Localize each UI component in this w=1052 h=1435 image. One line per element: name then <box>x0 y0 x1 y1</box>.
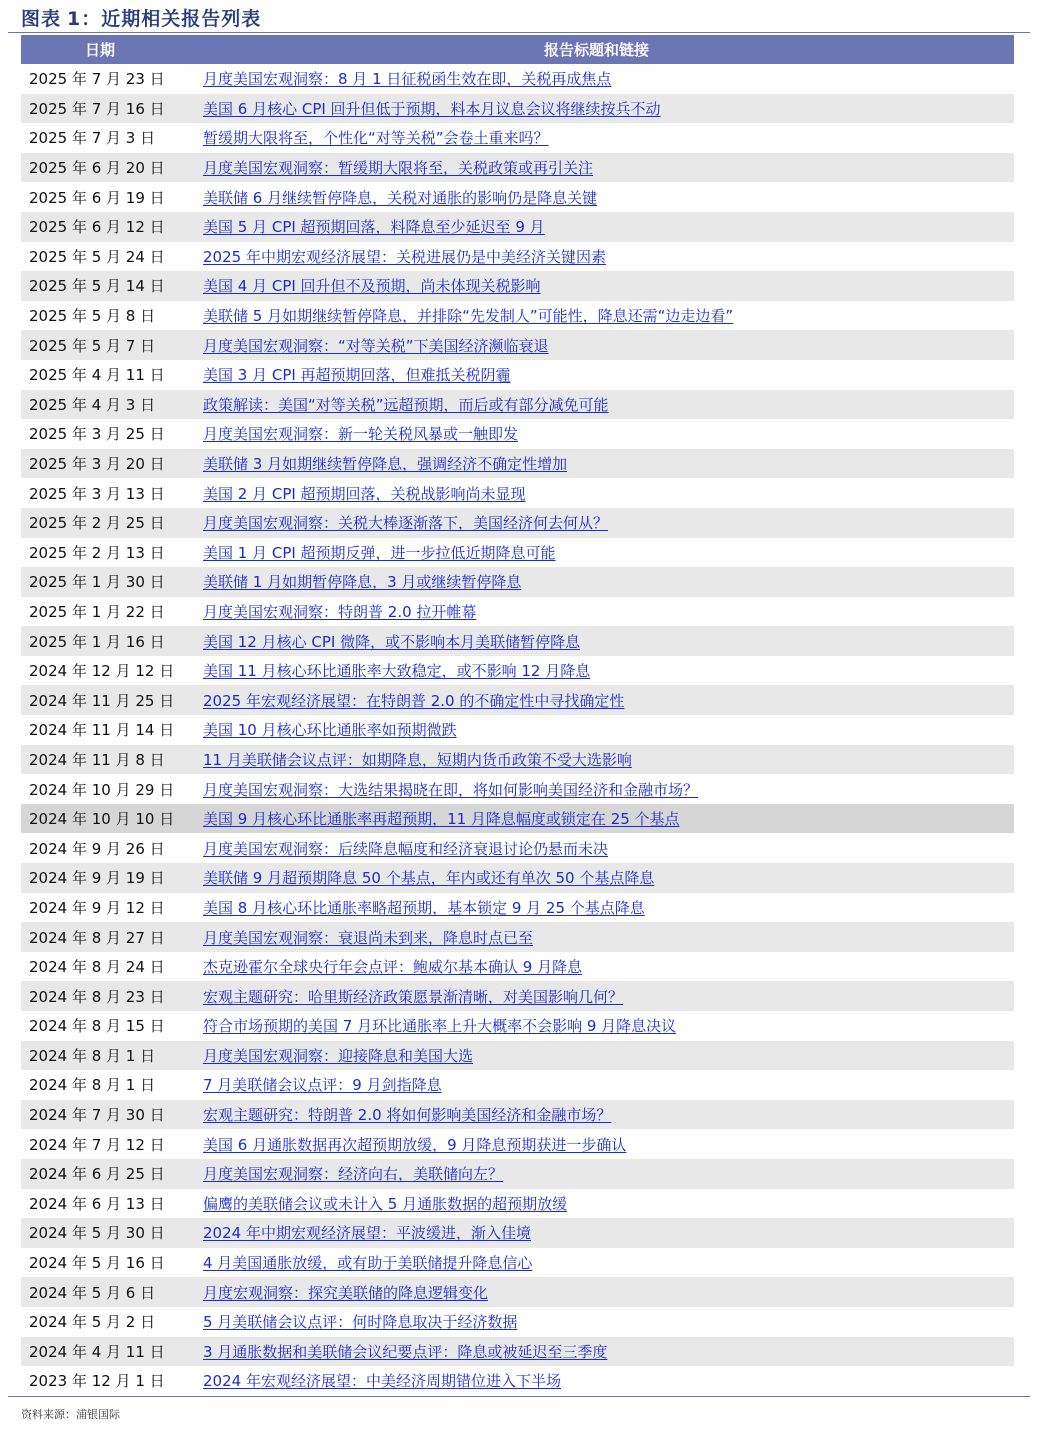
table-row <box>21 1366 1014 1396</box>
report-link[interactable]: 月度美国宏观洞察：衰退尚未到来，降息时点已至 <box>203 928 534 947</box>
report-link[interactable]: 月度美国宏观洞察：特朗普 2.0 拉开帷幕 <box>203 602 477 621</box>
table-header-row <box>21 35 1014 64</box>
report-title-cell <box>179 893 1014 923</box>
table-row <box>21 1011 1014 1041</box>
report-date: 2025 年 3 月 25 日 <box>29 425 165 444</box>
report-date: 2025 年 6 月 20 日 <box>21 153 179 183</box>
report-link[interactable]: 美国 6 月核心 CPI 回升但低于预期，料本月议息会议将继续按兵不动 <box>203 99 661 118</box>
report-title-cell <box>179 301 1014 331</box>
report-date: 2024 年 5 月 2 日 <box>29 1313 156 1332</box>
table-row <box>21 804 1014 834</box>
report-date: 2024 年 8 月 1 日 <box>29 1076 156 1095</box>
report-title-cell <box>179 1307 1014 1337</box>
report-date: 2025 年 5 月 24 日 <box>29 247 165 266</box>
report-date: 2023 年 12 月 1 日 <box>29 1372 165 1391</box>
table-row <box>21 833 1014 863</box>
report-date: 2025 年 5 月 7 日 <box>21 330 179 360</box>
report-date: 2025 年 2 月 13 日 <box>29 543 165 562</box>
report-title-cell <box>179 1129 1014 1159</box>
report-date: 2024 年 10 月 10 日 <box>21 804 179 834</box>
report-title-cell <box>179 360 1014 390</box>
report-title-cell <box>179 1218 1014 1248</box>
report-title-cell <box>179 626 1014 656</box>
report-link[interactable]: 美联储 1 月如期暂停降息，3 月或继续暂停降息 <box>203 573 522 592</box>
report-title-cell <box>179 449 1014 479</box>
header-title: 报告标题和链接 <box>179 35 1014 64</box>
report-title-cell <box>179 1189 1014 1219</box>
report-date: 2024 年 11 月 8 日 <box>21 745 179 775</box>
table-row <box>21 1307 1014 1337</box>
report-link[interactable]: 政策解读：美国“对等关税”远超预期，而后或有部分减免可能 <box>203 395 609 414</box>
report-link[interactable]: 5 月美联储会议点评：何时降息取决于经济数据 <box>203 1313 518 1332</box>
report-link[interactable]: 2024 年宏观经济展望：中美经济周期错位进入下半场 <box>203 1372 561 1391</box>
table-row <box>21 656 1014 686</box>
report-link[interactable]: 月度美国宏观洞察：8 月 1 日征税函生效在即，关税再成焦点 <box>203 70 612 89</box>
report-date: 2024 年 7 月 30 日 <box>21 1100 179 1130</box>
report-date: 2025 年 1 月 30 日 <box>21 567 179 597</box>
report-date: 2025 年 3 月 20 日 <box>21 449 179 479</box>
figure-title <box>21 4 261 31</box>
table-row <box>21 922 1014 952</box>
report-link[interactable]: 月度美国宏观洞察：大选结果揭晓在即，将如何影响美国经济和金融市场？ <box>203 780 699 799</box>
report-title-cell <box>179 1100 1014 1130</box>
report-date: 2024 年 8 月 24 日 <box>29 958 165 977</box>
report-link[interactable]: 月度宏观洞察：探究美联储的降息逻辑变化 <box>203 1283 489 1302</box>
report-link[interactable]: 美国 11 月核心环比通胀率大致稳定，或不影响 12 月降息 <box>203 662 591 681</box>
title-divider <box>8 32 1030 33</box>
table-body <box>21 64 1014 1396</box>
table-row <box>21 1041 1014 1071</box>
table-row <box>21 212 1014 242</box>
report-title-cell <box>179 1277 1014 1307</box>
report-date: 2024 年 5 月 16 日 <box>29 1254 165 1273</box>
report-date: 2025 年 2 月 25 日 <box>21 508 179 538</box>
report-title-cell <box>179 597 1014 627</box>
table-row <box>21 981 1014 1011</box>
report-date: 2024 年 9 月 12 日 <box>29 898 165 917</box>
report-link[interactable]: 美联储 3 月如期继续暂停降息，强调经济不确定性增加 <box>203 455 568 474</box>
report-date: 2024 年 5 月 6 日 <box>21 1277 179 1307</box>
report-title-cell <box>179 478 1014 508</box>
table-row <box>21 449 1014 479</box>
table-row <box>21 419 1014 449</box>
report-date: 2024 年 4 月 11 日 <box>21 1337 179 1367</box>
report-date: 2025 年 1 月 16 日 <box>21 626 179 656</box>
report-title-cell <box>179 1337 1014 1367</box>
report-date: 2025 年 1 月 22 日 <box>29 602 165 621</box>
table-row <box>21 715 1014 745</box>
table-row <box>21 863 1014 893</box>
report-title-cell <box>179 271 1014 301</box>
report-title-cell <box>179 330 1014 360</box>
report-link[interactable]: 美国 5 月 CPI 超预期回落，料降息至少延迟至 9 月 <box>203 218 545 237</box>
report-link[interactable]: 宏观主题研究：特朗普 2.0 将如何影响美国经济和金融市场？ <box>203 1106 612 1125</box>
report-title-cell <box>179 745 1014 775</box>
report-date: 2024 年 5 月 30 日 <box>21 1218 179 1248</box>
table-row <box>21 94 1014 124</box>
table-row <box>21 508 1014 538</box>
table-row <box>21 567 1014 597</box>
report-title-cell <box>179 685 1014 715</box>
report-title-cell <box>179 804 1014 834</box>
header-date: 日期 <box>21 35 179 64</box>
source-note: 资料来源：浦银国际 <box>21 1408 120 1421</box>
report-date: 2025 年 5 月 14 日 <box>21 271 179 301</box>
report-title-cell <box>179 863 1014 893</box>
report-date: 2025 年 3 月 13 日 <box>29 484 165 503</box>
table-row <box>21 1100 1014 1130</box>
table-row <box>21 893 1014 923</box>
report-link[interactable]: 月度美国宏观洞察：后续降息幅度和经济衰退讨论仍悬而未决 <box>203 839 609 858</box>
table-row <box>21 1070 1014 1100</box>
table-row <box>21 390 1014 420</box>
report-link[interactable]: 2025 年中期宏观经济展望：关税进展仍是中美经济关键因素 <box>203 247 606 266</box>
table-row <box>21 271 1014 301</box>
table-row <box>21 1129 1014 1159</box>
report-link[interactable]: 4 月美国通胀放缓，或有助于美联储提升降息信心 <box>203 1254 533 1273</box>
figure-number: 1： <box>67 8 102 30</box>
report-title-cell <box>179 182 1014 212</box>
report-title-cell <box>179 212 1014 242</box>
report-date: 2024 年 7 月 12 日 <box>29 1135 165 1154</box>
report-title-cell <box>179 538 1014 568</box>
report-date: 2024 年 8 月 23 日 <box>21 981 179 1011</box>
table-row <box>21 1337 1014 1367</box>
report-date: 2024 年 8 月 1 日 <box>21 1041 179 1071</box>
report-link[interactable]: 美联储 5 月如期继续暂停降息，并排除“先发制人”可能性，降息还需“边走边看” <box>203 307 734 326</box>
report-title-cell <box>179 1070 1014 1100</box>
report-date: 2024 年 8 月 27 日 <box>21 922 179 952</box>
table-row <box>21 1248 1014 1278</box>
report-title-cell <box>179 508 1014 538</box>
report-link[interactable]: 月度美国宏观洞察：关税大棒逐渐落下，美国经济何去何从？ <box>203 514 609 533</box>
table-row <box>21 182 1014 212</box>
table-row <box>21 952 1014 982</box>
report-title-cell <box>179 94 1014 124</box>
report-link[interactable]: 美联储 9 月超预期降息 50 个基点，年内或还有单次 50 个基点降息 <box>203 869 655 888</box>
report-link[interactable]: 美国 1 月 CPI 超预期反弹，进一步拉低近期降息可能 <box>203 543 556 562</box>
table-row <box>21 330 1014 360</box>
report-link[interactable]: 美国 12 月核心 CPI 微降，或不影响本月美联储暂停降息 <box>203 632 581 651</box>
report-link[interactable]: 美国 9 月核心环比通胀率再超预期，11 月降息幅度或锁定在 25 个基点 <box>203 810 680 829</box>
table-row <box>21 745 1014 775</box>
report-date: 2024 年 6 月 13 日 <box>29 1194 165 1213</box>
report-table <box>21 35 1014 1396</box>
table-row <box>21 1159 1014 1189</box>
report-date: 2024 年 12 月 12 日 <box>29 662 175 681</box>
table-row <box>21 153 1014 183</box>
report-title-cell <box>179 1248 1014 1278</box>
report-link[interactable]: 美国 6 月通胀数据再次超预期放缓，9 月降息预期获进一步确认 <box>203 1135 627 1154</box>
report-link[interactable]: 2025 年宏观经济展望：在特朗普 2.0 的不确定性中寻找确定性 <box>203 691 625 710</box>
report-date: 2024 年 10 月 29 日 <box>29 780 175 799</box>
report-link[interactable]: 美国 8 月核心环比通胀率略超预期，基本锁定 9 月 25 个基点降息 <box>203 898 645 917</box>
report-link[interactable]: 月度美国宏观洞察：暂缓期大限将至，关税政策或再引关注 <box>203 159 594 178</box>
report-title-cell <box>179 1041 1014 1071</box>
report-title-cell <box>179 922 1014 952</box>
report-title-cell <box>179 1011 1014 1041</box>
report-date: 2024 年 9 月 19 日 <box>21 863 179 893</box>
report-title-cell <box>179 981 1014 1011</box>
report-date: 2025 年 7 月 23 日 <box>29 70 165 89</box>
report-link[interactable]: 宏观主题研究：哈里斯经济政策愿景渐清晰，对美国影响几何？ <box>203 987 624 1006</box>
report-title-cell <box>179 242 1014 272</box>
table-row <box>21 64 1014 94</box>
table-row <box>21 1277 1014 1307</box>
report-link[interactable]: 2024 年中期宏观经济展望：平波缓进，渐入佳境 <box>203 1224 531 1243</box>
report-title-cell <box>179 123 1014 153</box>
table-row <box>21 360 1014 390</box>
report-title-cell <box>179 774 1014 804</box>
bottom-divider <box>8 1396 1030 1397</box>
table-row <box>21 597 1014 627</box>
report-link[interactable]: 偏鹰的美联储会议或未计入 5 月通胀数据的超预期放缓 <box>203 1194 568 1213</box>
table-row <box>21 478 1014 508</box>
report-date: 2024 年 6 月 25 日 <box>21 1159 179 1189</box>
report-date: 2025 年 6 月 19 日 <box>29 188 165 207</box>
report-link[interactable]: 月度美国宏观洞察：迎接降息和美国大选 <box>203 1046 474 1065</box>
report-title-cell <box>179 1366 1014 1396</box>
report-title-cell <box>179 952 1014 982</box>
report-date: 2025 年 5 月 8 日 <box>29 307 156 326</box>
report-date: 2024 年 11 月 14 日 <box>29 721 175 740</box>
report-title-cell <box>179 64 1014 94</box>
table-row <box>21 242 1014 272</box>
table-row <box>21 123 1014 153</box>
report-link[interactable]: 符合市场预期的美国 7 月环比通胀率上升大概率不会影响 9 月降息决议 <box>203 1017 677 1036</box>
report-link[interactable]: 月度美国宏观洞察：新一轮关税风暴或一触即发 <box>203 425 519 444</box>
figure-title-text: 近期相关报告列表 <box>101 8 262 30</box>
report-link[interactable]: 月度美国宏观洞察：经济向右，美联储向左？ <box>203 1165 504 1184</box>
report-date: 2024 年 8 月 15 日 <box>29 1017 165 1036</box>
report-link[interactable]: 美国 2 月 CPI 超预期回落，关税战影响尚未显现 <box>203 484 526 503</box>
report-date: 2024 年 9 月 26 日 <box>29 839 165 858</box>
table-row <box>21 301 1014 331</box>
figure-label: 图表 <box>21 8 62 30</box>
report-date: 2025 年 6 月 12 日 <box>21 212 179 242</box>
report-title-cell <box>179 1159 1014 1189</box>
report-date: 2025 年 4 月 3 日 <box>21 390 179 420</box>
report-link[interactable]: 美国 4 月 CPI 回升但不及预期，尚未体现关税影响 <box>203 277 541 296</box>
report-date: 2025 年 7 月 16 日 <box>21 94 179 124</box>
report-link[interactable]: 美国 10 月核心环比通胀率如预期微跌 <box>203 721 457 740</box>
report-date: 2025 年 4 月 11 日 <box>29 366 165 385</box>
report-title-cell <box>179 390 1014 420</box>
table-row <box>21 774 1014 804</box>
report-title-cell <box>179 567 1014 597</box>
report-link[interactable]: 暂缓期大限将至，个性化“对等关税”会卷土重来吗？ <box>203 129 549 148</box>
report-title-cell <box>179 656 1014 686</box>
report-link[interactable]: 3 月通胀数据和美联储会议纪要点评：降息或被延迟至三季度 <box>203 1342 608 1361</box>
report-link[interactable]: 11 月美联储会议点评：如期降息，短期内货币政策不受大选影响 <box>203 750 632 769</box>
report-link[interactable]: 美国 3 月 CPI 再超预期回落，但难抵关税阴霾 <box>203 366 511 385</box>
report-date: 2024 年 11 月 25 日 <box>21 685 179 715</box>
report-title-cell <box>179 419 1014 449</box>
table-row <box>21 685 1014 715</box>
table-row <box>21 1189 1014 1219</box>
report-link[interactable]: 杰克逊霍尔全球央行年会点评：鲍威尔基本确认 9 月降息 <box>203 958 583 977</box>
report-link[interactable]: 7 月美联储会议点评：9 月剑指降息 <box>203 1076 442 1095</box>
report-title-cell <box>179 153 1014 183</box>
table-row <box>21 1218 1014 1248</box>
report-date: 2025 年 7 月 3 日 <box>29 129 156 148</box>
report-link[interactable]: 月度美国宏观洞察：“对等关税”下美国经济濒临衰退 <box>203 336 549 355</box>
table-row <box>21 538 1014 568</box>
report-title-cell <box>179 833 1014 863</box>
report-title-cell <box>179 715 1014 745</box>
table-row <box>21 626 1014 656</box>
report-link[interactable]: 美联储 6 月继续暂停降息，关税对通胀的影响仍是降息关键 <box>203 188 598 207</box>
